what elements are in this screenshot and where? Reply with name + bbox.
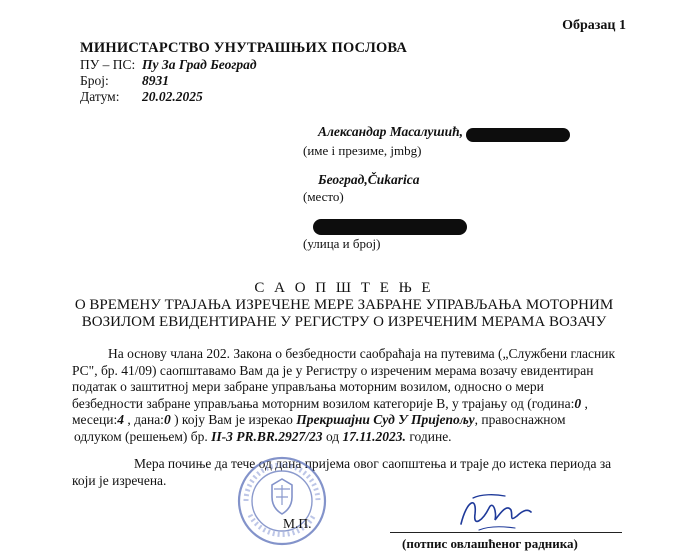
months-value: 4 xyxy=(117,412,124,427)
recipient-street-caption: (улица и број) xyxy=(303,236,381,251)
body-line: податак о заштитној мери забране управљања моторним возилом, односно о мери xyxy=(72,379,544,394)
unit-label: ПУ – ПС: xyxy=(80,57,136,72)
days-label: , дана: xyxy=(123,412,164,427)
handwritten-signature-icon xyxy=(455,490,535,536)
body-text: године. xyxy=(405,428,452,444)
months-label: месеци: xyxy=(72,412,118,427)
redaction-bar-street xyxy=(313,219,467,235)
body-paragraph xyxy=(72,346,630,445)
document-title: С А О П Ш Т Е Њ Е xyxy=(254,280,434,296)
date-value: 20.02.2025 xyxy=(142,89,203,104)
body-text: од xyxy=(322,428,343,444)
recipient-place-caption: (место) xyxy=(303,189,344,204)
closing-line: који је изречена. xyxy=(72,472,167,488)
decision-number: II-3 PR.BR.2927/23 xyxy=(211,428,323,444)
stamp-placeholder: М.П. xyxy=(283,516,312,531)
document-subtitle-line1: О ВРЕМЕНУ ТРАЈАЊА ИЗРЕЧЕНЕ МЕРЕ ЗАБРАНЕ УПРАВЉАЊА МОТОРНИМ xyxy=(74,297,614,313)
document-subtitle-line2: ВОЗИЛОМ ЕВИДЕНТИРАНЕ У РЕГИСТРУ О ИЗРЕЧЕНИМ МЕРАМА ВОЗАЧУ xyxy=(81,314,607,330)
number-value: 8931 xyxy=(142,73,169,88)
recipient-place: Београд,Čukarica xyxy=(318,172,420,187)
days-value: 0 xyxy=(163,412,171,427)
years-value: 0 xyxy=(574,395,582,411)
body-line xyxy=(72,396,630,413)
signature-caption: (потпис овлашћеног радника) xyxy=(402,536,578,551)
body-line xyxy=(72,412,630,429)
body-text: ) коју Вам је изрекао xyxy=(170,412,297,427)
decision-date: 17.11.2023. xyxy=(342,428,406,444)
date-label: Датум: xyxy=(80,89,120,104)
recipient-name: Александар Масалушић, xyxy=(318,124,464,139)
body-text: , правоснажном xyxy=(474,412,566,427)
form-number: Образац 1 xyxy=(562,18,626,33)
closing-paragraph xyxy=(72,456,630,489)
recipient-name-caption: (име і презиме, jmbg) xyxy=(303,143,422,158)
official-seal-icon xyxy=(236,455,328,547)
body-line xyxy=(72,429,630,446)
body-line: На основу члана 202. Закона о безбедности саобраћаја на путевима („Службени гласник xyxy=(108,346,616,361)
ministry-heading: МИНИСТАРСТВО УНУТРАШЊИХ ПОСЛОВА xyxy=(80,40,408,56)
closing-line: Мера почиње да тече од дана пријема овог саопштења и траје до истека периода за xyxy=(134,456,612,471)
court-name: Прекршајни Суд У Пријепољу xyxy=(296,412,475,427)
redaction-bar-jmbg xyxy=(466,128,570,142)
body-text: одлуком (решењем) бр. xyxy=(74,428,212,444)
unit-value: Пу За Град Београд xyxy=(142,57,257,72)
body-text: , xyxy=(581,395,588,411)
signature-line xyxy=(390,532,622,533)
body-line: РС", бр. 41/09) саопштавамо Вам да је у Регистру о изреченим мерама возачу евидентиран xyxy=(72,362,594,378)
body-text: безбедности забране управљања моторним возилом категорије В, у трајању од (година: xyxy=(72,395,575,411)
number-label: Број: xyxy=(80,73,109,88)
